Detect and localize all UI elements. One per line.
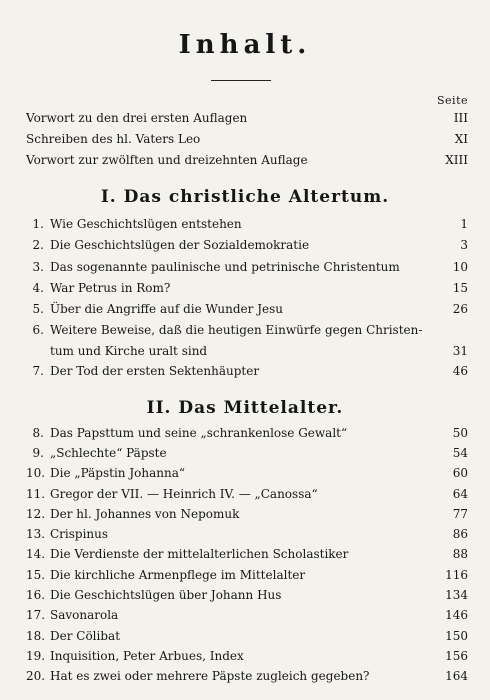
toc-entry	[26, 627, 468, 645]
page-title: Inhalt.	[178, 30, 312, 60]
toc-entry-page: 156	[445, 649, 468, 663]
toc-entry-number: 15.	[26, 568, 46, 582]
toc-entry-title: Über die Angriffe auf die Wunder Jesu	[50, 302, 283, 316]
toc-entry	[26, 215, 468, 233]
toc-entry	[26, 151, 468, 169]
toc-entry-page: 134	[445, 588, 468, 602]
toc-entry-page: 1	[460, 217, 468, 231]
toc-entry-page: 77	[452, 507, 468, 521]
toc-entry	[26, 667, 468, 685]
toc-entry-page: XIII	[445, 153, 468, 167]
toc-entry-title: War Petrus in Rom?	[50, 281, 171, 295]
toc-entry-number: 12.	[26, 507, 46, 521]
toc-entry-page: 164	[445, 669, 468, 683]
toc-entry-title: Die Geschichtslügen der Sozialdemokratie	[50, 238, 310, 252]
toc-entry	[26, 130, 468, 148]
toc-entry	[26, 258, 468, 276]
toc-entry	[26, 109, 468, 127]
title-divider	[211, 80, 271, 81]
toc-entry-page: 88	[452, 547, 468, 561]
toc-entry-title: Die kirchliche Armenpflege im Mittelalter	[50, 568, 306, 582]
toc-entry-title: Der Cölibat	[50, 629, 121, 643]
toc-entry	[26, 424, 468, 442]
toc-entry	[26, 362, 468, 380]
toc-entry-page: 60	[452, 466, 468, 480]
toc-entry-title: „Schlechte“ Päpste	[50, 446, 167, 460]
toc-entry-title: Das Papsttum und seine „schrankenlose Gewalt“	[50, 426, 348, 440]
toc-entry-page: 3	[460, 238, 468, 252]
toc-entry-number: 20.	[26, 669, 46, 683]
toc-entry-number: 18.	[26, 629, 46, 643]
toc-entry	[26, 300, 468, 318]
toc-entry-title: Vorwort zu den drei ersten Auflagen	[26, 111, 248, 125]
toc-entry	[26, 566, 468, 584]
toc-entry-number: 8.	[32, 426, 44, 440]
toc-entry	[26, 586, 468, 604]
toc-entry-page: 50	[452, 426, 468, 440]
toc-entry-number: 17.	[26, 608, 46, 622]
toc-entry-page: 10	[452, 260, 468, 274]
toc-entry-number: 5.	[32, 302, 44, 316]
toc-entry-title: Inquisition, Peter Arbues, Index	[50, 649, 244, 663]
toc-entry-number: 10.	[26, 466, 46, 480]
toc-entry-page: 116	[445, 568, 468, 582]
toc-entry-title: Der hl. Johannes von Nepomuk	[50, 507, 240, 521]
toc-entry-number: 11.	[26, 487, 46, 501]
toc-entry-title: Crispinus	[50, 527, 109, 541]
toc-entry-number: 14.	[26, 547, 46, 561]
toc-entry-title: Wie Geschichtslügen entstehen	[50, 217, 242, 231]
toc-entry-page: 26	[452, 302, 468, 316]
toc-entry-title: Hat es zwei oder mehrere Päpste zugleich gegeben?	[50, 669, 370, 683]
toc-entry	[26, 321, 468, 339]
toc-entry-number: 1.	[32, 217, 44, 231]
toc-entry-number: 9.	[32, 446, 44, 460]
toc-entry-title: Gregor der VII. — Heinrich IV. — „Canossa“	[50, 487, 318, 501]
toc-entry-page: 46	[452, 364, 468, 378]
toc-entry	[26, 606, 468, 624]
toc-entry	[26, 279, 468, 297]
toc-entry-number: 7.	[32, 364, 44, 378]
toc-entry-number: 16.	[26, 588, 46, 602]
toc-entry-title: Schreiben des hl. Vaters Leo	[26, 132, 201, 146]
toc-entry-title: Der Tod der ersten Sektenhäupter	[50, 364, 260, 378]
toc-entry-page: 64	[452, 487, 468, 501]
toc-entry	[26, 236, 468, 254]
section-heading: I. Das christliche Altertum.	[100, 187, 390, 207]
toc-entry-number: 19.	[26, 649, 46, 663]
page-column-label: Seite	[437, 94, 468, 107]
toc-entry	[26, 647, 468, 665]
toc-entry	[26, 545, 468, 563]
toc-entry-page: 15	[452, 281, 468, 295]
toc-entry-title: Weitere Beweise, daß die heutigen Einwürfe gegen Christen-	[50, 323, 423, 337]
toc-entry-page: 146	[445, 608, 468, 622]
toc-entry-number: 2.	[32, 238, 44, 252]
toc-entry-title-continued: tum und Kirche uralt sind	[50, 344, 208, 358]
toc-entry-title: Vorwort zur zwölften und dreizehnten Auflage	[26, 153, 308, 167]
toc-entry-title: Das sogenannte paulinische und petrinische Christentum	[50, 260, 400, 274]
toc-entry	[26, 444, 468, 462]
toc-entry-page: III	[453, 111, 468, 125]
toc-entry	[26, 485, 468, 503]
toc-entry-page: 54	[452, 446, 468, 460]
toc-entry	[26, 464, 468, 482]
toc-entry	[26, 505, 468, 523]
toc-entry-page: 86	[452, 527, 468, 541]
toc-entry-title: Die Verdienste der mittelalterlichen Scholastiker	[50, 547, 349, 561]
toc-entry-continuation	[26, 342, 468, 360]
toc-entry-title: Die Geschichtslügen über Johann Hus	[50, 588, 282, 602]
toc-entry-number: 13.	[26, 527, 46, 541]
toc-entry	[26, 525, 468, 543]
toc-entry-title: Die „Päpstin Johanna“	[50, 466, 185, 480]
toc-entry-page: 31	[452, 344, 468, 358]
toc-entry-number: 4.	[32, 281, 44, 295]
section-heading: II. Das Mittelalter.	[146, 398, 344, 418]
toc-entry-page: 150	[445, 629, 468, 643]
toc-entry-number: 6.	[32, 323, 44, 337]
toc-entry-number: 3.	[32, 260, 44, 274]
toc-entry-title: Savonarola	[50, 608, 119, 622]
toc-entry-page: XI	[454, 132, 468, 146]
